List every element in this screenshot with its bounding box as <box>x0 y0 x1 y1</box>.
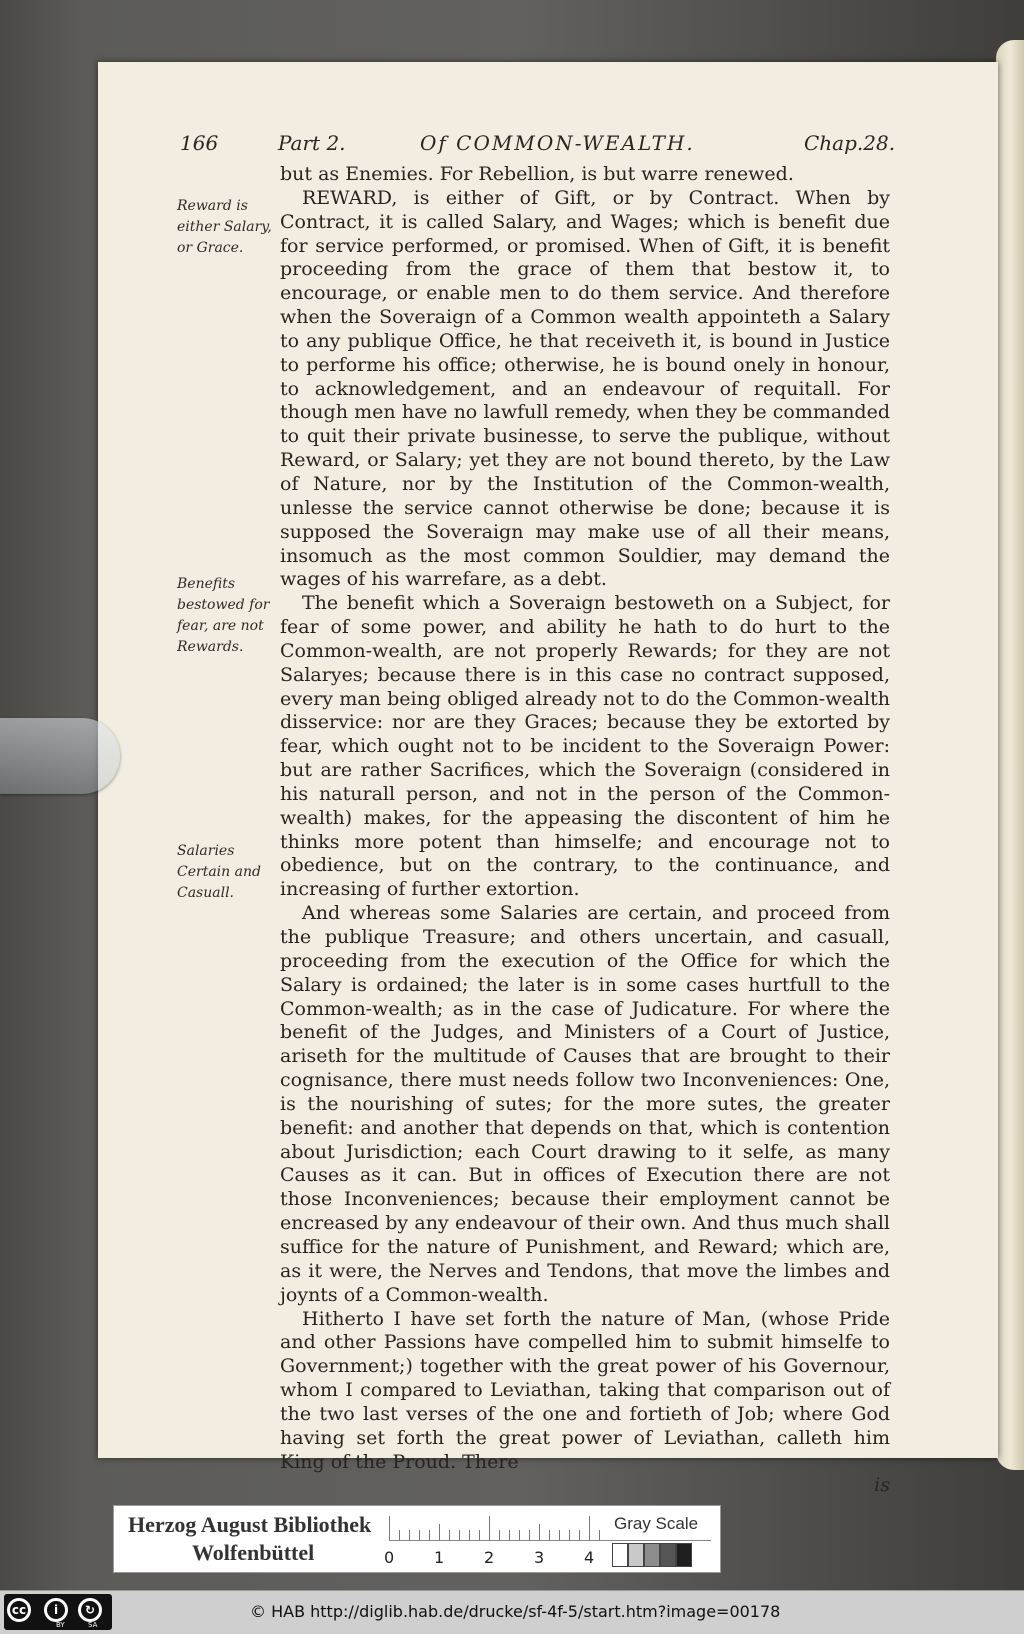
catchword: is <box>874 1474 890 1497</box>
license-badge[interactable] <box>4 1594 112 1630</box>
scale-number: 2 <box>484 1548 495 1567</box>
scale-number: 1 <box>434 1548 445 1567</box>
running-header <box>0 131 1024 161</box>
running-title: Of COMMON-WEALTH. <box>420 131 695 155</box>
sa-label: SA <box>88 1621 98 1629</box>
page-number: 166 <box>180 131 219 155</box>
scale-number: 0 <box>384 1548 395 1567</box>
next-page-edge <box>996 40 1024 1470</box>
gray-swatch <box>676 1543 692 1567</box>
gray-swatch <box>628 1543 644 1567</box>
marginal-note: Benefits bestowed for fear, are not Rewards. <box>177 576 270 655</box>
scale-number: 3 <box>534 1548 545 1567</box>
page-clip <box>0 718 120 794</box>
part-label: Part 2. <box>278 131 346 155</box>
gray-swatch <box>612 1543 628 1567</box>
library-name: Herzog August Bibliothek <box>128 1512 372 1537</box>
cc-icon: cc <box>7 1598 31 1622</box>
gray-swatch <box>660 1543 676 1567</box>
library-city: Wolfenbüttel <box>192 1540 315 1565</box>
paragraph: REWARD, is either of Gift, or by Contract. When by Contract, it is called Salary, and Wages; which is benefit due for service performed, or promised. When of Gift, it is benefit proceeding from the grace of them that bestow it, to encourage, or enable men to do them service. And therefore when the Soveraign of a Common wealth appointeth a Salary to any publique Office, he that receiveth it, is bound in Justice to performe his office; otherwise, he is bound onely in honour, to acknowledgement, and an endeavour of requitall. For though men have no lawfull remedy, when they be commanded to quit their private businesse, to serve the publique, without Reward, or Salary; yet they are not bound thereto, by the Law of Nature, nor by the Institution of the Common-wealth, unlesse the service cannot otherwise be done; because it is supposed the Soveraign may make use of all their means, insomuch as the most common Souldier, may demand the wages of his warrefare, as a debt. <box>280 186 890 591</box>
paragraph: And whereas some Salaries are certain, and proceed from the publique Treasure; and others uncertain, and casuall, proceeding from the execution of the Office for which the Salary is ordained; the later is in some cases hurtfull to the Common-wealth; as in the case of Judicature. For where the benefit of the Judges, and Ministers of a Court of Justice, ariseth for the multitude of Causes that are brought to their cognisance, there must needs follow two Inconveniences: One, is the nourishing of sutes; for the more sutes, the greater benefit: and another that depends on that, which is contention about Jurisdiction; each Court drawing to it selfe, as many Causes as it can. But in offices of Execution there are not those Inconveniences; because their employment cannot be encreased by any endeavour of their own. And thus much shall suffice for the nature of Punishment, and Reward; which are, as it were, the Nerves and Tendons, that move the limbes and joynts of a Common-wealth. <box>280 902 890 1306</box>
by-icon: i <box>44 1598 68 1622</box>
paragraph: but as Enemies. For Rebellion, is but warre renewed. <box>280 163 794 185</box>
gray-swatch <box>644 1543 660 1567</box>
marginal-note: Reward is either Salary, or Grace. <box>177 198 272 256</box>
sa-icon: ↻ <box>78 1598 102 1622</box>
marginal-note: Salaries Certain and Casuall. <box>177 843 261 901</box>
by-label: BY <box>56 1621 65 1629</box>
gray-scale-label: Gray Scale <box>614 1514 699 1533</box>
chapter-label: Chap.28. <box>804 131 896 155</box>
color-calibration-bar <box>113 1505 721 1573</box>
paragraph: The benefit which a Soveraign bestoweth on a Subject, for fear of some power, and ability he hath to do hurt to the Common-wealth, are not properly Rewards; for they are not Salaryes; because there is in this case no contract supposed, every man being obliged already not to do the Common-wealth disservice: nor are they Graces; because they be extorted by fear, which ought not to be incident to the Soveraign Power: but are rather Sacrifices, which the Soveraign (considered in his naturall person, and not in the person of the Common-wealth) makes, for the appeasing the discontent of him he thinks more potent than himselfe; and encourage not to obedience, but on the contrary, to the continuance, and increasing of further extortion. <box>280 592 890 901</box>
paragraph: Hitherto I have set forth the nature of Man, (whose Pride and other Passions have compelled him to submit himselfe to Government;) together with the great power of his Governour, whom I compared to Leviathan, taking that comparison out of the two last verses of the one and fortieth of Job; where God having set forth the great power of Leviathan, calleth him King of the Proud. There <box>280 1307 890 1473</box>
scale-number: 4 <box>584 1548 595 1567</box>
source-url[interactable]: © HAB http://diglib.hab.de/drucke/sf-4f-5/start.htm?image=00178 <box>250 1602 781 1621</box>
body-text <box>280 163 890 1498</box>
